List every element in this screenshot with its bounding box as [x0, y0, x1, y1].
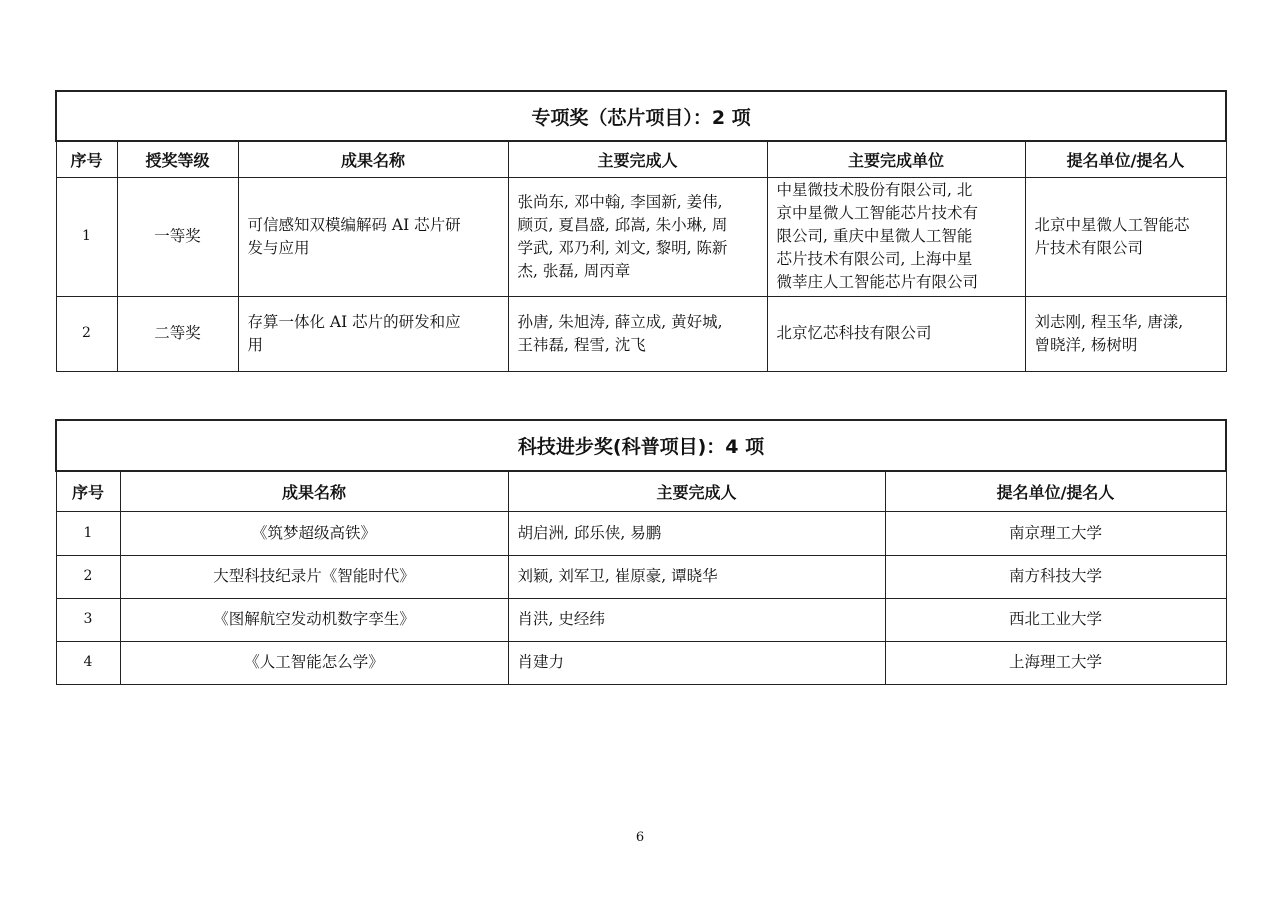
row-persons: 张尚东, 邓中翰, 李国新, 姜伟, 顾页, 夏昌盛, 邱嵩, 朱小琳, 周 学武, 邓乃利, 刘文, 黎明, 陈新 杰, 张磊, 周丙章 [517, 192, 728, 280]
header-nominator: 提名单位/提名人 [1025, 141, 1226, 177]
row-grade: 一等奖 [117, 177, 238, 296]
row-name: 存算一体化 AI 芯片的研发和应 用 [247, 312, 461, 354]
header-name: 成果名称 [238, 141, 508, 177]
row-persons: 孙唐, 朱旭涛, 薛立成, 黄好城, 王祎磊, 程雪, 沈飞 [517, 312, 723, 354]
table-row [56, 296, 1226, 371]
row-units: 中星微技术股份有限公司, 北 京中星微人工智能芯片技术有 限公司, 重庆中星微人工智能 芯片技术有限公司, 上海中星 微莘庄人工智能芯片有限公司 [776, 181, 979, 291]
row-no: 2 [56, 555, 120, 598]
header-no: 序号 [56, 141, 117, 177]
row-persons: 肖建力 [508, 641, 885, 684]
row-nominator: 刘志刚, 程玉华, 唐漾, 曾晓洋, 杨树明 [1034, 312, 1184, 354]
table-title: 专项奖（芯片项目）：2 项 [56, 91, 1226, 141]
row-no: 3 [56, 598, 120, 641]
header-name: 成果名称 [120, 471, 508, 511]
row-nominator: 北京中星微人工智能芯 片技术有限公司 [1034, 215, 1190, 257]
row-no: 1 [56, 511, 120, 555]
header-units: 主要完成单位 [767, 141, 1025, 177]
row-no: 1 [56, 177, 117, 296]
header-grade: 授奖等级 [117, 141, 238, 177]
row-no: 2 [56, 296, 117, 371]
row-name: 《图解航空发动机数字孪生》 [120, 598, 508, 641]
chip-award-table [55, 90, 1227, 372]
row-name: 可信感知双模编解码 AI 芯片研 发与应用 [247, 215, 461, 257]
header-no: 序号 [56, 471, 120, 511]
table-row [56, 177, 1226, 296]
row-nominator: 南方科技大学 [885, 555, 1226, 598]
table-row [56, 641, 1226, 684]
science-popularization-table [55, 419, 1227, 685]
row-persons: 刘颖, 刘军卫, 崔原豪, 谭晓华 [508, 555, 885, 598]
row-name: 《人工智能怎么学》 [120, 641, 508, 684]
table-title: 科技进步奖(科普项目)：4 项 [56, 420, 1226, 471]
table-row [56, 598, 1226, 641]
row-no: 4 [56, 641, 120, 684]
row-name: 《筑梦超级高铁》 [120, 511, 508, 555]
page-number: 6 [635, 830, 645, 845]
row-persons: 胡启洲, 邱乐侠, 易鹏 [508, 511, 885, 555]
row-nominator: 西北工业大学 [885, 598, 1226, 641]
row-name: 大型科技纪录片《智能时代》 [120, 555, 508, 598]
row-persons: 肖洪, 史经纬 [508, 598, 885, 641]
header-persons: 主要完成人 [508, 141, 767, 177]
header-persons: 主要完成人 [508, 471, 885, 511]
row-grade: 二等奖 [117, 296, 238, 371]
row-nominator: 南京理工大学 [885, 511, 1226, 555]
table-row [56, 555, 1226, 598]
header-nominator: 提名单位/提名人 [885, 471, 1226, 511]
table-row [56, 511, 1226, 555]
row-nominator: 上海理工大学 [885, 641, 1226, 684]
row-units: 北京忆芯科技有限公司 [776, 324, 932, 342]
